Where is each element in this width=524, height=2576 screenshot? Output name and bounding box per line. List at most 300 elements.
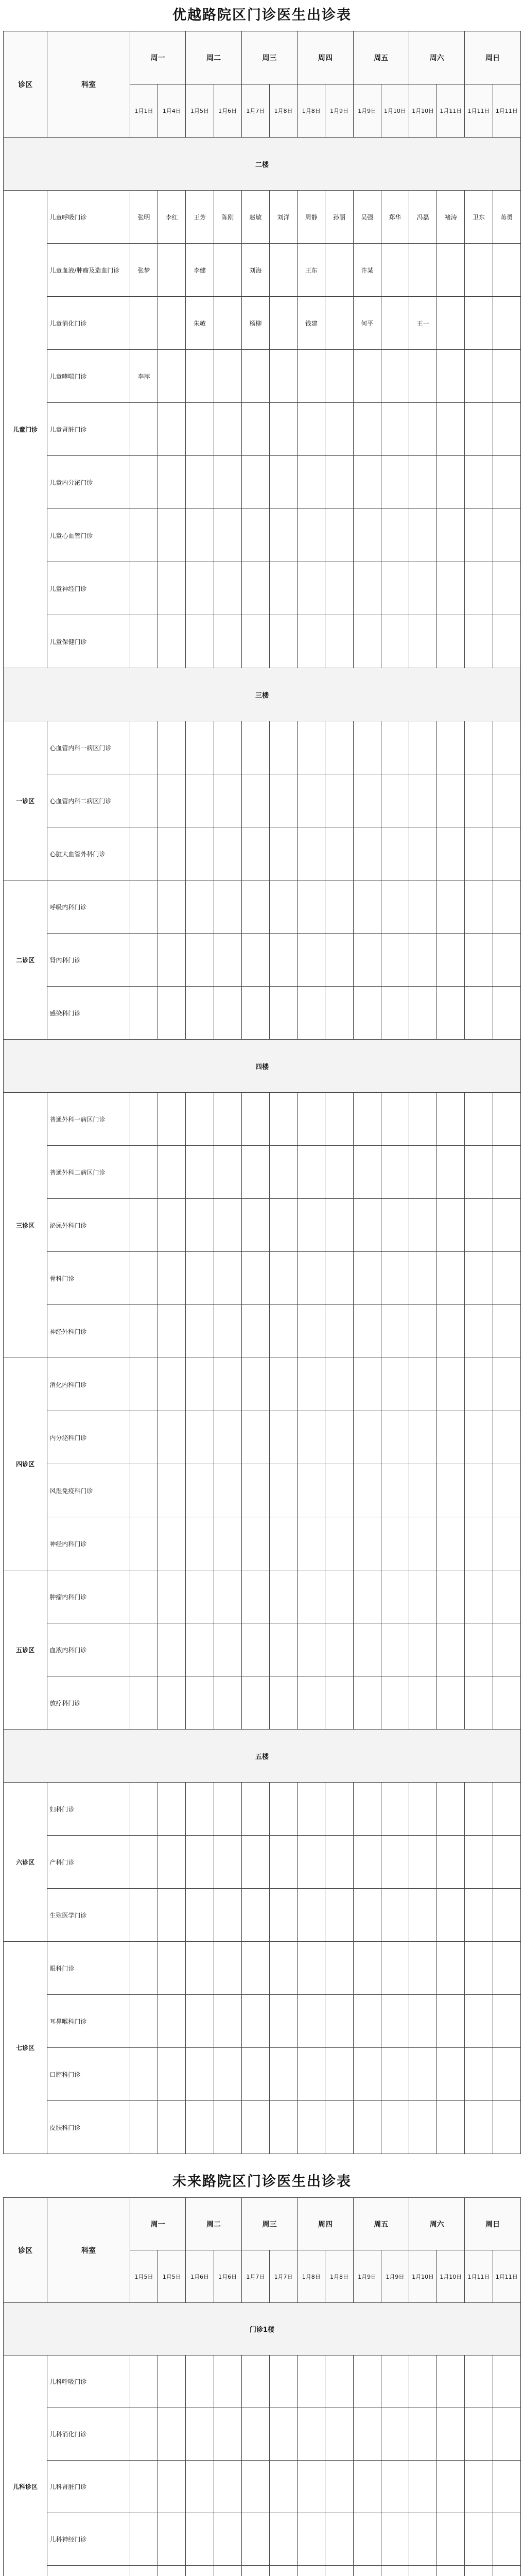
schedule-cell bbox=[465, 1093, 493, 1146]
table-row bbox=[4, 1411, 521, 1464]
schedule-cell bbox=[381, 934, 409, 987]
dept-cell: 儿童哮喘门诊 bbox=[47, 350, 130, 403]
schedule-cell bbox=[186, 615, 214, 668]
schedule-cell bbox=[465, 350, 493, 403]
schedule-cell bbox=[353, 1199, 381, 1252]
schedule-cell bbox=[298, 350, 325, 403]
schedule-cell bbox=[130, 2461, 158, 2513]
schedule-cell bbox=[409, 1836, 436, 1889]
schedule-cell bbox=[158, 2566, 186, 2576]
schedule-cell bbox=[214, 2355, 241, 2408]
header-day: 周一 bbox=[130, 31, 185, 84]
schedule-cell bbox=[241, 1889, 269, 1942]
schedule-cell bbox=[298, 615, 325, 668]
doctor-name: 张明 bbox=[137, 213, 150, 221]
schedule-cell bbox=[241, 297, 269, 350]
schedule-cell bbox=[493, 1358, 520, 1411]
schedule-cell bbox=[186, 1252, 214, 1305]
header-date: 1月9日 bbox=[353, 2250, 381, 2303]
schedule-cell bbox=[241, 562, 269, 615]
schedule-cell bbox=[158, 1570, 186, 1623]
table-row bbox=[4, 827, 521, 880]
schedule-cell bbox=[241, 2355, 269, 2408]
header-date: 1月8日 bbox=[298, 2250, 325, 2303]
table-row bbox=[4, 509, 521, 562]
schedule-cell bbox=[186, 934, 214, 987]
schedule-cell bbox=[325, 2408, 353, 2461]
schedule-cell bbox=[409, 1623, 436, 1676]
schedule-cell bbox=[298, 2101, 325, 2154]
schedule-cell bbox=[158, 774, 186, 827]
schedule-cell bbox=[493, 2566, 520, 2576]
header-date: 1月5日 bbox=[158, 2250, 186, 2303]
floor-row bbox=[4, 138, 521, 191]
schedule-cell bbox=[298, 934, 325, 987]
schedule-cell bbox=[381, 1411, 409, 1464]
schedule-cell bbox=[437, 403, 465, 456]
schedule-cell bbox=[381, 403, 409, 456]
schedule-cell bbox=[493, 934, 520, 987]
schedule-cell bbox=[325, 1995, 353, 2048]
dept-cell: 儿童神经门诊 bbox=[47, 562, 130, 615]
schedule-cell bbox=[269, 934, 297, 987]
schedule-cell bbox=[325, 1252, 353, 1305]
schedule-cell bbox=[158, 615, 186, 668]
dept-cell: 儿童心血管门诊 bbox=[47, 509, 130, 562]
dept-cell: 感染科门诊 bbox=[47, 987, 130, 1040]
district-cell: 三诊区 bbox=[4, 1093, 47, 1358]
schedule-cell bbox=[130, 2513, 158, 2566]
header-date: 1月11日 bbox=[437, 84, 465, 138]
schedule-cell bbox=[381, 721, 409, 774]
dept-cell: 心血管内科一病区门诊 bbox=[47, 721, 130, 774]
schedule-cell bbox=[214, 2048, 241, 2101]
schedule-cell bbox=[437, 1305, 465, 1358]
schedule-cell bbox=[158, 297, 186, 350]
dept-cell: 消化内科门诊 bbox=[47, 1358, 130, 1411]
schedule-cell bbox=[437, 1358, 465, 1411]
schedule-cell bbox=[298, 1146, 325, 1199]
header-date: 1月8日 bbox=[325, 2250, 353, 2303]
schedule-cell bbox=[409, 1676, 436, 1730]
table-row bbox=[4, 934, 521, 987]
schedule-cell bbox=[130, 2355, 158, 2408]
schedule-cell bbox=[325, 827, 353, 880]
schedule-cell bbox=[325, 1093, 353, 1146]
doctor-name: 王一 bbox=[416, 319, 429, 327]
table-row bbox=[4, 350, 521, 403]
schedule-cell bbox=[214, 774, 241, 827]
schedule-cell bbox=[465, 721, 493, 774]
schedule-cell bbox=[269, 1836, 297, 1889]
schedule-cell bbox=[437, 1623, 465, 1676]
schedule-cell bbox=[158, 987, 186, 1040]
schedule-cell bbox=[241, 1411, 269, 1464]
schedule-cell bbox=[325, 880, 353, 934]
schedule-cell bbox=[465, 1942, 493, 1995]
schedule-cell bbox=[493, 2355, 520, 2408]
schedule-cell bbox=[325, 1411, 353, 1464]
schedule-cell bbox=[409, 1783, 436, 1836]
doctor-name: 蒋勇 bbox=[500, 213, 513, 221]
schedule-cell bbox=[186, 987, 214, 1040]
schedule-cell bbox=[325, 456, 353, 509]
schedule-cell bbox=[269, 456, 297, 509]
header-date: 1月4日 bbox=[158, 84, 186, 138]
schedule-cell bbox=[186, 1836, 214, 1889]
schedule-cell bbox=[437, 1889, 465, 1942]
dept-cell: 泌尿外科门诊 bbox=[47, 1199, 130, 1252]
schedule-cell bbox=[381, 562, 409, 615]
schedule-cell bbox=[381, 774, 409, 827]
dept-cell: 耳鼻喉科门诊 bbox=[47, 1995, 130, 2048]
schedule-cell bbox=[241, 2101, 269, 2154]
schedule-cell bbox=[130, 1517, 158, 1570]
dept-cell: 放疗科门诊 bbox=[47, 1676, 130, 1730]
schedule-cell bbox=[493, 2513, 520, 2566]
schedule-cell bbox=[130, 1942, 158, 1995]
schedule-cell bbox=[465, 2461, 493, 2513]
schedule-cell bbox=[353, 1570, 381, 1623]
schedule-cell bbox=[493, 1570, 520, 1623]
schedule-cell bbox=[241, 2408, 269, 2461]
schedule-cell bbox=[353, 2408, 381, 2461]
schedule-cell bbox=[158, 2101, 186, 2154]
schedule-cell bbox=[353, 509, 381, 562]
schedule-cell bbox=[353, 1995, 381, 2048]
schedule-cell bbox=[298, 880, 325, 934]
schedule-cell bbox=[241, 1358, 269, 1411]
schedule-cell bbox=[353, 403, 381, 456]
schedule-cell bbox=[269, 1570, 297, 1623]
schedule-cell bbox=[353, 987, 381, 1040]
schedule-cell bbox=[186, 562, 214, 615]
schedule-cell bbox=[298, 509, 325, 562]
schedule-cell bbox=[214, 1411, 241, 1464]
floor-row bbox=[4, 1040, 521, 1093]
schedule-cell bbox=[130, 1836, 158, 1889]
schedule-cell bbox=[465, 1623, 493, 1676]
schedule-cell bbox=[437, 1836, 465, 1889]
schedule-cell bbox=[353, 2461, 381, 2513]
schedule-cell bbox=[130, 1570, 158, 1623]
schedule-cell bbox=[493, 509, 520, 562]
schedule-cell bbox=[353, 1517, 381, 1570]
schedule-cell bbox=[465, 2513, 493, 2566]
schedule-cell bbox=[186, 456, 214, 509]
schedule-cell bbox=[437, 1199, 465, 1252]
schedule-cell bbox=[298, 2461, 325, 2513]
table-row bbox=[4, 2461, 521, 2513]
schedule-cell bbox=[465, 191, 493, 244]
schedule-cell bbox=[381, 2566, 409, 2576]
dept-cell bbox=[47, 2566, 130, 2576]
table-row bbox=[4, 1199, 521, 1252]
doctor-name: 赵敏 bbox=[249, 213, 262, 221]
schedule-cell bbox=[437, 987, 465, 1040]
table-row bbox=[4, 1146, 521, 1199]
table-row bbox=[4, 1358, 521, 1411]
schedule-cell bbox=[325, 350, 353, 403]
schedule-cell bbox=[353, 1093, 381, 1146]
schedule-cell bbox=[269, 297, 297, 350]
schedule-cell bbox=[437, 191, 465, 244]
schedule-cell bbox=[353, 1252, 381, 1305]
schedule-cell bbox=[493, 562, 520, 615]
schedule-cell bbox=[269, 1889, 297, 1942]
schedule-cell bbox=[298, 1942, 325, 1995]
schedule-cell bbox=[493, 1093, 520, 1146]
schedule-cell bbox=[325, 1783, 353, 1836]
schedule-cell bbox=[437, 2101, 465, 2154]
doctor-name: 刘洋 bbox=[277, 213, 290, 221]
schedule-cell bbox=[409, 615, 436, 668]
schedule-cell bbox=[353, 1942, 381, 1995]
schedule-cell bbox=[298, 191, 325, 244]
doctor-name: 王芳 bbox=[193, 213, 206, 221]
dept-cell: 产科门诊 bbox=[47, 1836, 130, 1889]
schedule-cell bbox=[437, 1146, 465, 1199]
schedule-cell bbox=[158, 403, 186, 456]
schedule-cell bbox=[409, 1252, 436, 1305]
schedule-cell bbox=[214, 2513, 241, 2566]
header-date: 1月6日 bbox=[214, 2250, 241, 2303]
schedule-cell bbox=[353, 1146, 381, 1199]
floor-label: 门诊1楼 bbox=[4, 2303, 521, 2355]
table-row bbox=[4, 191, 521, 244]
schedule-cell bbox=[298, 1517, 325, 1570]
schedule-cell bbox=[325, 403, 353, 456]
schedule-cell bbox=[269, 1464, 297, 1517]
schedule-cell bbox=[158, 1676, 186, 1730]
schedule-cell bbox=[465, 934, 493, 987]
header-day: 周三 bbox=[241, 2198, 297, 2250]
schedule-cell bbox=[381, 1676, 409, 1730]
schedule-cell bbox=[409, 880, 436, 934]
schedule-cell bbox=[381, 1199, 409, 1252]
schedule-table bbox=[3, 31, 521, 2154]
schedule-cell bbox=[158, 191, 186, 244]
schedule-cell bbox=[298, 2048, 325, 2101]
schedule-cell bbox=[353, 1305, 381, 1358]
schedule-cell bbox=[493, 1252, 520, 1305]
schedule-cell bbox=[325, 1517, 353, 1570]
doctor-name: 钱建 bbox=[305, 319, 318, 327]
schedule-cell bbox=[186, 403, 214, 456]
schedule-cell bbox=[353, 2566, 381, 2576]
schedule-cell bbox=[241, 2461, 269, 2513]
schedule-cell bbox=[437, 721, 465, 774]
schedule-cell bbox=[409, 1305, 436, 1358]
schedule-cell bbox=[158, 1358, 186, 1411]
schedule-cell bbox=[214, 2408, 241, 2461]
schedule-cell bbox=[298, 244, 325, 297]
schedule-cell bbox=[186, 1783, 214, 1836]
dept-cell: 眼科门诊 bbox=[47, 1942, 130, 1995]
schedule-cell bbox=[186, 2513, 214, 2566]
schedule-cell bbox=[186, 191, 214, 244]
header-date: 1月10日 bbox=[381, 84, 409, 138]
schedule-cell bbox=[493, 774, 520, 827]
schedule-cell bbox=[130, 1889, 158, 1942]
schedule-cell bbox=[269, 509, 297, 562]
schedule-cell bbox=[493, 244, 520, 297]
floor-row bbox=[4, 1730, 521, 1783]
schedule-cell bbox=[437, 1995, 465, 2048]
schedule-cell bbox=[437, 350, 465, 403]
schedule-cell bbox=[214, 880, 241, 934]
schedule-cell bbox=[437, 509, 465, 562]
schedule-cell bbox=[325, 562, 353, 615]
schedule-cell bbox=[493, 1305, 520, 1358]
doctor-name: 吴强 bbox=[361, 213, 374, 221]
schedule-cell bbox=[409, 987, 436, 1040]
schedule-cell bbox=[241, 1305, 269, 1358]
schedule-cell bbox=[186, 1570, 214, 1623]
table-row bbox=[4, 2513, 521, 2566]
schedule-cell bbox=[130, 509, 158, 562]
dept-cell: 皮肤科门诊 bbox=[47, 2101, 130, 2154]
schedule-cell bbox=[186, 827, 214, 880]
schedule-cell bbox=[465, 1358, 493, 1411]
table-row bbox=[4, 403, 521, 456]
schedule-cell bbox=[269, 191, 297, 244]
schedule-cell bbox=[214, 509, 241, 562]
schedule-cell bbox=[465, 880, 493, 934]
schedule-cell bbox=[186, 1517, 214, 1570]
schedule-cell bbox=[381, 1623, 409, 1676]
header-district: 诊区 bbox=[4, 31, 47, 138]
floor-label: 五楼 bbox=[4, 1730, 521, 1783]
schedule-cell bbox=[130, 1995, 158, 2048]
doctor-name: 杨柳 bbox=[249, 319, 262, 327]
schedule-cell bbox=[241, 1252, 269, 1305]
schedule-cell bbox=[241, 615, 269, 668]
doctor-name: 李萍 bbox=[137, 372, 150, 380]
schedule-cell bbox=[298, 1411, 325, 1464]
schedule-cell bbox=[381, 2355, 409, 2408]
schedule-cell bbox=[325, 1836, 353, 1889]
schedule-cell bbox=[186, 350, 214, 403]
district-cell: 儿童门诊 bbox=[4, 191, 47, 668]
dept-cell: 神经外科门诊 bbox=[47, 1305, 130, 1358]
header-day: 周三 bbox=[241, 31, 297, 84]
schedule-cell bbox=[158, 1093, 186, 1146]
schedule-cell bbox=[158, 1411, 186, 1464]
schedule-cell bbox=[186, 2566, 214, 2576]
schedule-cell bbox=[353, 1676, 381, 1730]
schedule-cell bbox=[465, 827, 493, 880]
doctor-name: 孙丽 bbox=[333, 213, 345, 221]
schedule-section-youyue bbox=[3, 0, 521, 2164]
schedule-cell bbox=[298, 2408, 325, 2461]
schedule-cell bbox=[409, 2408, 436, 2461]
schedule-cell bbox=[437, 2408, 465, 2461]
schedule-cell bbox=[381, 1783, 409, 1836]
header-day: 周六 bbox=[409, 2198, 464, 2250]
dept-cell: 儿童内分泌门诊 bbox=[47, 456, 130, 509]
schedule-cell bbox=[298, 403, 325, 456]
schedule-cell bbox=[130, 2408, 158, 2461]
header-day: 周六 bbox=[409, 31, 464, 84]
schedule-cell bbox=[493, 1199, 520, 1252]
floor-row bbox=[4, 2303, 521, 2355]
schedule-cell bbox=[130, 1252, 158, 1305]
schedule-cell bbox=[130, 2048, 158, 2101]
schedule-cell bbox=[353, 774, 381, 827]
schedule-cell bbox=[186, 509, 214, 562]
schedule-cell bbox=[493, 1676, 520, 1730]
schedule-cell bbox=[409, 2048, 436, 2101]
schedule-cell bbox=[130, 1623, 158, 1676]
schedule-cell bbox=[493, 1411, 520, 1464]
header-day: 周日 bbox=[465, 2198, 521, 2250]
header-date: 1月8日 bbox=[298, 84, 325, 138]
schedule-cell bbox=[409, 1570, 436, 1623]
schedule-cell bbox=[130, 1199, 158, 1252]
schedule-cell bbox=[325, 1305, 353, 1358]
schedule-cell bbox=[437, 774, 465, 827]
schedule-cell bbox=[381, 1995, 409, 2048]
table-header bbox=[4, 31, 521, 138]
schedule-cell bbox=[158, 1623, 186, 1676]
schedule-cell bbox=[130, 1411, 158, 1464]
schedule-cell bbox=[241, 509, 269, 562]
schedule-cell bbox=[241, 827, 269, 880]
schedule-cell bbox=[214, 721, 241, 774]
schedule-cell bbox=[325, 2513, 353, 2566]
table-row bbox=[4, 1836, 521, 1889]
schedule-cell bbox=[437, 1676, 465, 1730]
schedule-cell bbox=[241, 934, 269, 987]
schedule-cell bbox=[409, 1358, 436, 1411]
schedule-cell bbox=[186, 721, 214, 774]
table-row bbox=[4, 297, 521, 350]
schedule-cell bbox=[298, 1889, 325, 1942]
schedule-cell bbox=[241, 1146, 269, 1199]
schedule-cell bbox=[269, 1305, 297, 1358]
schedule-cell bbox=[465, 2408, 493, 2461]
schedule-cell bbox=[298, 1623, 325, 1676]
schedule-cell bbox=[381, 2408, 409, 2461]
schedule-cell bbox=[186, 1942, 214, 1995]
dept-cell: 神经内科门诊 bbox=[47, 1517, 130, 1570]
district-cell: 五诊区 bbox=[4, 1570, 47, 1730]
schedule-cell bbox=[325, 1358, 353, 1411]
schedule-cell bbox=[381, 1464, 409, 1517]
schedule-cell bbox=[158, 1305, 186, 1358]
schedule-cell bbox=[325, 1623, 353, 1676]
schedule-cell bbox=[409, 774, 436, 827]
schedule-cell bbox=[437, 1517, 465, 1570]
doctor-name: 冯磊 bbox=[416, 213, 429, 221]
schedule-cell bbox=[465, 1464, 493, 1517]
schedule-cell bbox=[465, 403, 493, 456]
schedule-cell bbox=[269, 1676, 297, 1730]
schedule-cell bbox=[158, 2048, 186, 2101]
header-date: 1月1日 bbox=[130, 84, 158, 138]
schedule-cell bbox=[353, 880, 381, 934]
table-row bbox=[4, 1889, 521, 1942]
schedule-cell bbox=[241, 1093, 269, 1146]
table-row bbox=[4, 2048, 521, 2101]
schedule-cell bbox=[158, 1199, 186, 1252]
schedule-cell bbox=[214, 1464, 241, 1517]
header-row bbox=[4, 31, 521, 84]
schedule-cell bbox=[381, 244, 409, 297]
dept-cell: 呼吸内科门诊 bbox=[47, 880, 130, 934]
schedule-cell bbox=[130, 774, 158, 827]
